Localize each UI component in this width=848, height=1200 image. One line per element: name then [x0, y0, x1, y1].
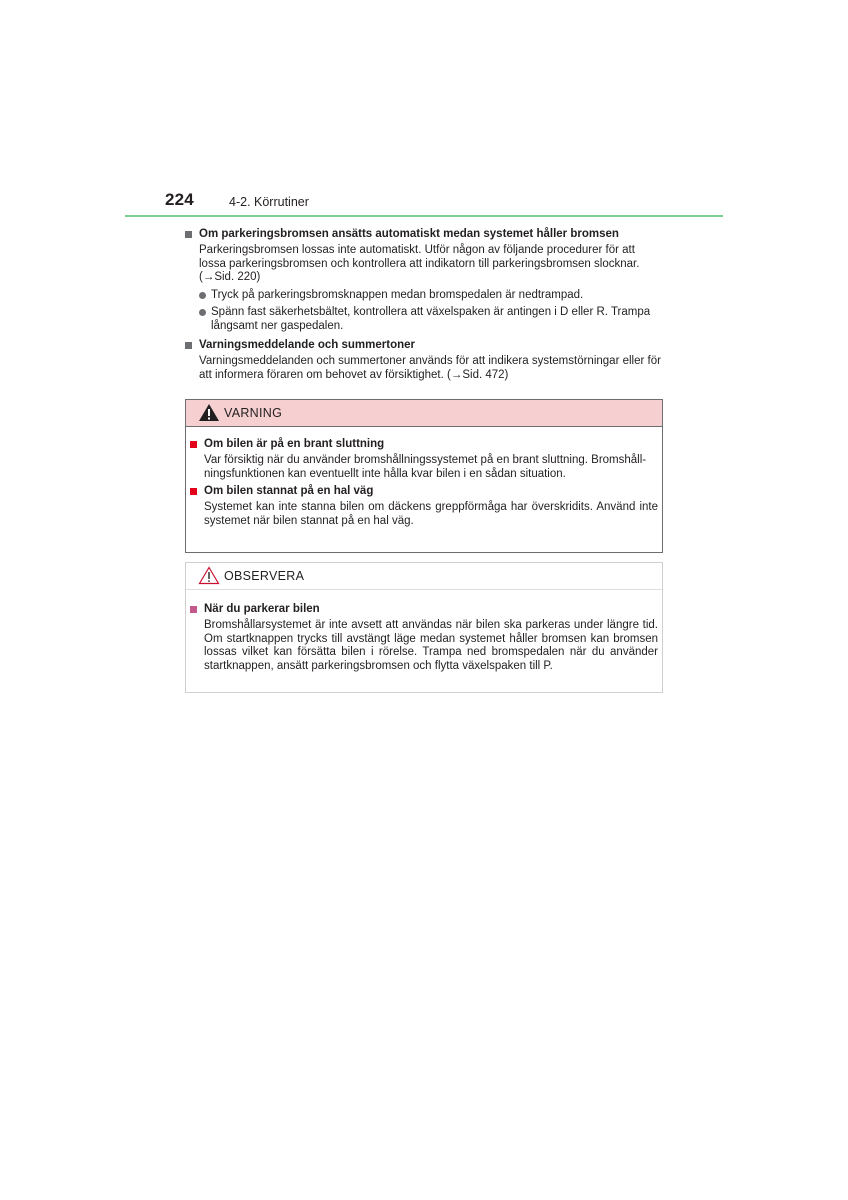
section-heading — [185, 227, 663, 242]
warning-box — [185, 399, 663, 553]
list-item — [185, 289, 663, 303]
notice-item-heading-text: När du parkerar bilen — [204, 603, 320, 615]
warning-triangle-icon — [198, 403, 220, 422]
notice-box — [185, 562, 663, 693]
warning-item-heading-text: Om bilen stannat på en hal väg — [204, 485, 374, 497]
square-bullet-icon — [190, 441, 197, 448]
section-paragraph: Varningsmeddelanden och summertoner används för att indikera systemstörningar eller för att informera föraren om behovet av försiktighet. (→Sid. 472) — [199, 355, 661, 381]
warning-item-text: Var försiktig när du använder bromshållningssystemet på en brant sluttning. Bromshåll-ningsfunktionen kan eventuellt inte hålla kvar bilen i en sådan situation. — [204, 454, 647, 480]
round-bullet-icon — [199, 309, 206, 316]
notice-body — [186, 590, 662, 673]
list-item-text: Spänn fast säkerhetsbältet, kontrollera att växelspaken är antingen i D eller R. Trampa långsamt ner gaspedalen. — [211, 306, 651, 332]
notice-header — [186, 563, 662, 590]
notice-item-heading — [190, 602, 658, 617]
warning-header — [186, 400, 662, 427]
chapter-title: 4-2. Körrutiner — [229, 195, 309, 209]
warning-item-text: Systemet kan inte stanna bilen om däckens greppförmåga har överskridits. Använd inte systemet när bilen stannat på en hal väg. — [204, 501, 658, 527]
warning-title: VARNING — [224, 406, 283, 420]
round-bullet-icon — [199, 292, 206, 299]
notice-title: OBSERVERA — [224, 569, 305, 583]
square-bullet-icon — [190, 606, 197, 613]
page-number: 224 — [165, 190, 194, 209]
notice-item-text: Bromshållarsystemet är inte avsett att användas när bilen ska parkeras under längre tid. Om startknappen trycks till avstängt läge medan systemet håller bromsen kan bromsen lossas vilket kan försätta bilen i rörelse. Trampa ned bromspedalen när du använder startknappen, ansätt parkeringsbromsen och flytta växelspaken till P. — [204, 619, 658, 672]
square-bullet-icon — [185, 342, 192, 349]
square-bullet-icon — [190, 488, 197, 495]
section-heading — [185, 338, 663, 353]
header-divider — [125, 215, 723, 217]
square-bullet-icon — [185, 231, 192, 238]
caution-triangle-outline-icon — [198, 566, 220, 585]
section-heading-text: Om parkeringsbromsen ansätts automatiskt medan systemet håller bromsen — [199, 228, 619, 240]
main-content — [185, 224, 663, 382]
warning-item-heading — [190, 437, 658, 452]
page-header — [125, 190, 723, 218]
warning-item-heading-text: Om bilen är på en brant sluttning — [204, 438, 385, 450]
list-item — [185, 306, 663, 333]
warning-body — [186, 427, 662, 528]
list-item-text: Tryck på parkeringsbromsknappen medan bromspedalen är nedtrampad. — [211, 288, 584, 301]
section-heading-text: Varningsmeddelande och summertoner — [199, 339, 416, 351]
warning-item-heading — [190, 484, 658, 499]
section-paragraph: Parkeringsbromsen lossas inte automatiskt. Utför någon av följande procedurer för att lossa parkeringsbromsen och kontrollera att indikatorn till parkeringsbromsen slocknar. (→Sid. 220) — [199, 244, 640, 283]
